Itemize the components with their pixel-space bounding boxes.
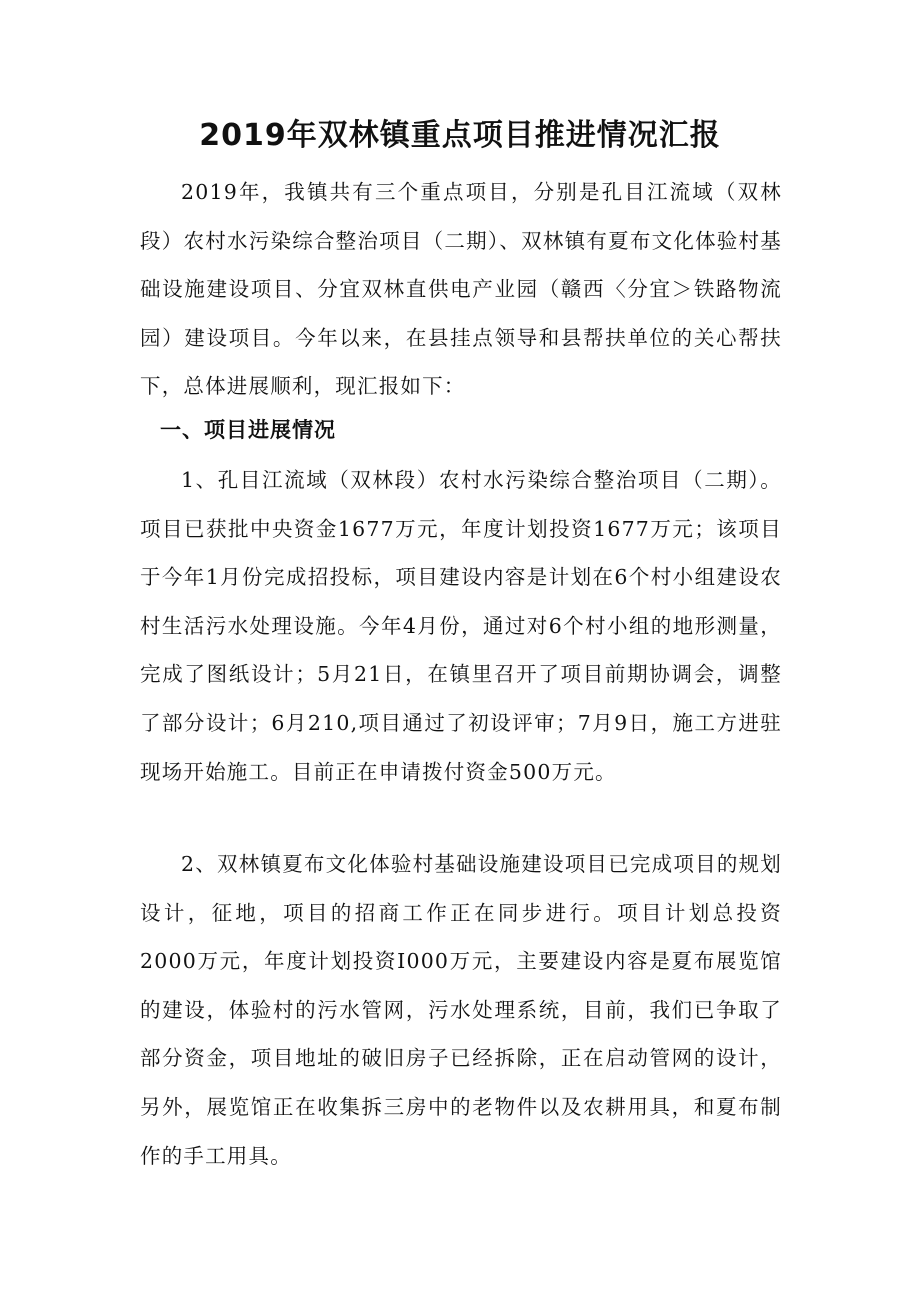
document-title: 2019年双林镇重点项目推进情况汇报 [199, 118, 721, 153]
project-1-paragraph: 1、孔目江流域（双林段）农村水污染综合整治项目（二期）。项目已获批中央资金1677万元，年度计划投资1677万元；该项目于今年1月份完成招投标，项目建设内容是计划在6个村小组建设农村生活污水处理设施。今年4月份，通过对6个村小组的地形测量，完成了图纸设计；5月21日，在镇里召开了项目前期协调会，调整了部分设计；6月210,项目通过了初设评审；7月9日，施工方进驻现场开始施工。目前正在申请拨付资金500万元。 [140, 468, 782, 784]
intro-paragraph: 2019年，我镇共有三个重点项目，分别是孔目江流域（双林段）农村水污染综合整治项目（二期）、双林镇有夏布文化体验村基础设施建设项目、分宜双林直供电产业园（赣西〈分宜＞铁路物流园）建设项目。今年以来，在县挂点领导和县帮扶单位的关心帮扶下，总体进展顺利，现汇报如下： [140, 180, 782, 399]
project-2-paragraph: 2、双林镇夏布文化体验村基础设施建设项目已完成项目的规划设计，征地，项目的招商工作正在同步进行。项目计划总投资2000万元，年度计划投资I000万元，主要建设内容是夏布展览馆的建设，体验村的污水管网，污水处理系统，目前，我们已争取了部分资金，项目地址的破旧房子已经拆除，正在启动管网的设计，另外，展览馆正在收集拆三房中的老物件以及农耕用具，和夏布制作的手工用具。 [140, 852, 782, 1168]
section-heading: 一、项目进展情况 [160, 418, 336, 442]
